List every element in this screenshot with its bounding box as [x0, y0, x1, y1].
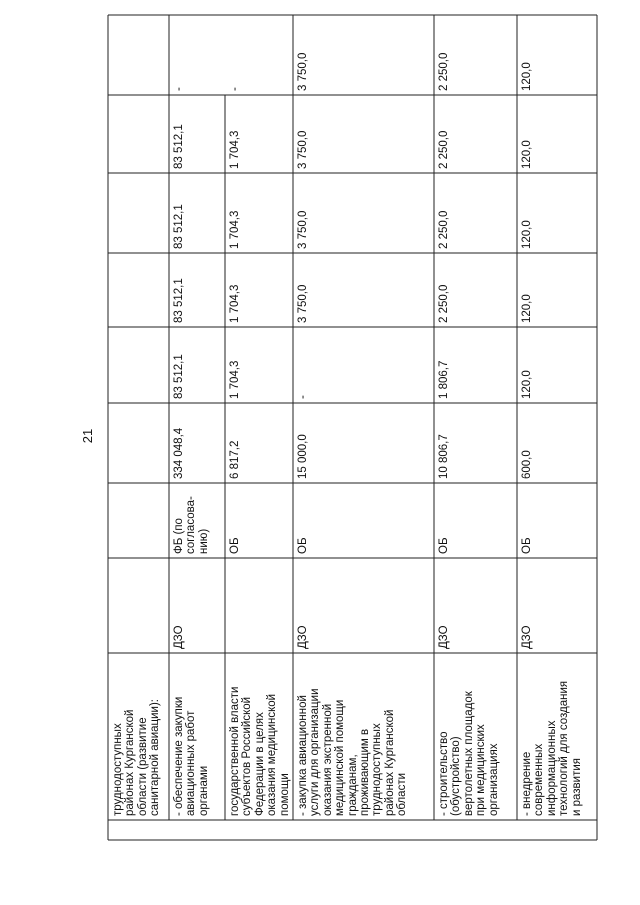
cell-text: 1 704,3 — [229, 284, 241, 323]
cell-text: ДЗО — [521, 625, 533, 649]
cell-text: 83 512,1 — [173, 354, 185, 399]
cell-text: 120,0 — [521, 220, 533, 249]
cell-text: - — [173, 87, 185, 91]
cell-text: ОБ — [297, 537, 309, 554]
cell-text: 1 704,3 — [229, 360, 241, 399]
cell-text: ДЗО — [297, 625, 309, 649]
cell-text: труднодоступных районах Курганской области (развитие санитарной авиации): — [112, 699, 162, 816]
cell-text: 334 048,4 — [173, 427, 185, 479]
cell-text: 600,0 — [521, 450, 533, 479]
cell-text: - внедрение современных информационных технологий для создания и развития — [521, 680, 583, 816]
cell-text: ДЗО — [173, 625, 185, 649]
cell-text: 2 250,0 — [438, 52, 450, 91]
cell-text: ОБ — [521, 537, 533, 554]
cell-text: 3 750,0 — [297, 284, 309, 323]
cell-text: 120,0 — [521, 140, 533, 169]
cell-text: 3 750,0 — [297, 130, 309, 169]
cell-text: ОБ — [438, 537, 450, 554]
cell-text: 120,0 — [521, 62, 533, 91]
cell-text: 83 512,1 — [173, 204, 185, 249]
cell-text: 3 750,0 — [297, 52, 309, 91]
cell-text: 83 512,1 — [173, 124, 185, 169]
cell-text: - — [229, 87, 241, 91]
cell-text: ДЗО — [438, 625, 450, 649]
cell-text: 2 250,0 — [438, 130, 450, 169]
cell-text: 83 512,1 — [173, 278, 185, 323]
cell-text: 120,0 — [521, 294, 533, 323]
cell-text: 1 806,7 — [438, 360, 450, 399]
cell-text: 3 750,0 — [297, 210, 309, 249]
cell-text: - закупка авиационной услуги для организации оказания экстренной медицинской помощи гражданам, проживающим в труднодоступных районах Курганской области — [297, 688, 409, 816]
cell-text: ОБ — [229, 537, 241, 554]
cell-text: - — [297, 395, 309, 399]
cell-text: 6 817,2 — [229, 440, 241, 479]
cell-text: 2 250,0 — [438, 210, 450, 249]
cell-text: ФБ (по согласова- нию) — [173, 496, 210, 554]
cell-text: 120,0 — [521, 370, 533, 399]
cell-text: 15 000,0 — [297, 434, 309, 479]
cell-text: 10 806,7 — [438, 434, 450, 479]
cell-text: 1 704,3 — [229, 210, 241, 249]
cell-text: - обеспечение закупки авиационных работ органами — [173, 696, 210, 816]
cell-text: государственной власти субъектов Российской Федерации в целях оказания медицинской помощи — [229, 686, 291, 816]
cell-text: 2 250,0 — [438, 284, 450, 323]
cell-text: - строительство (обустройство) вертолетных площадок при медицинских организациях — [438, 691, 500, 816]
page-number: 21 — [80, 428, 95, 444]
cell-text: 1 704,3 — [229, 130, 241, 169]
